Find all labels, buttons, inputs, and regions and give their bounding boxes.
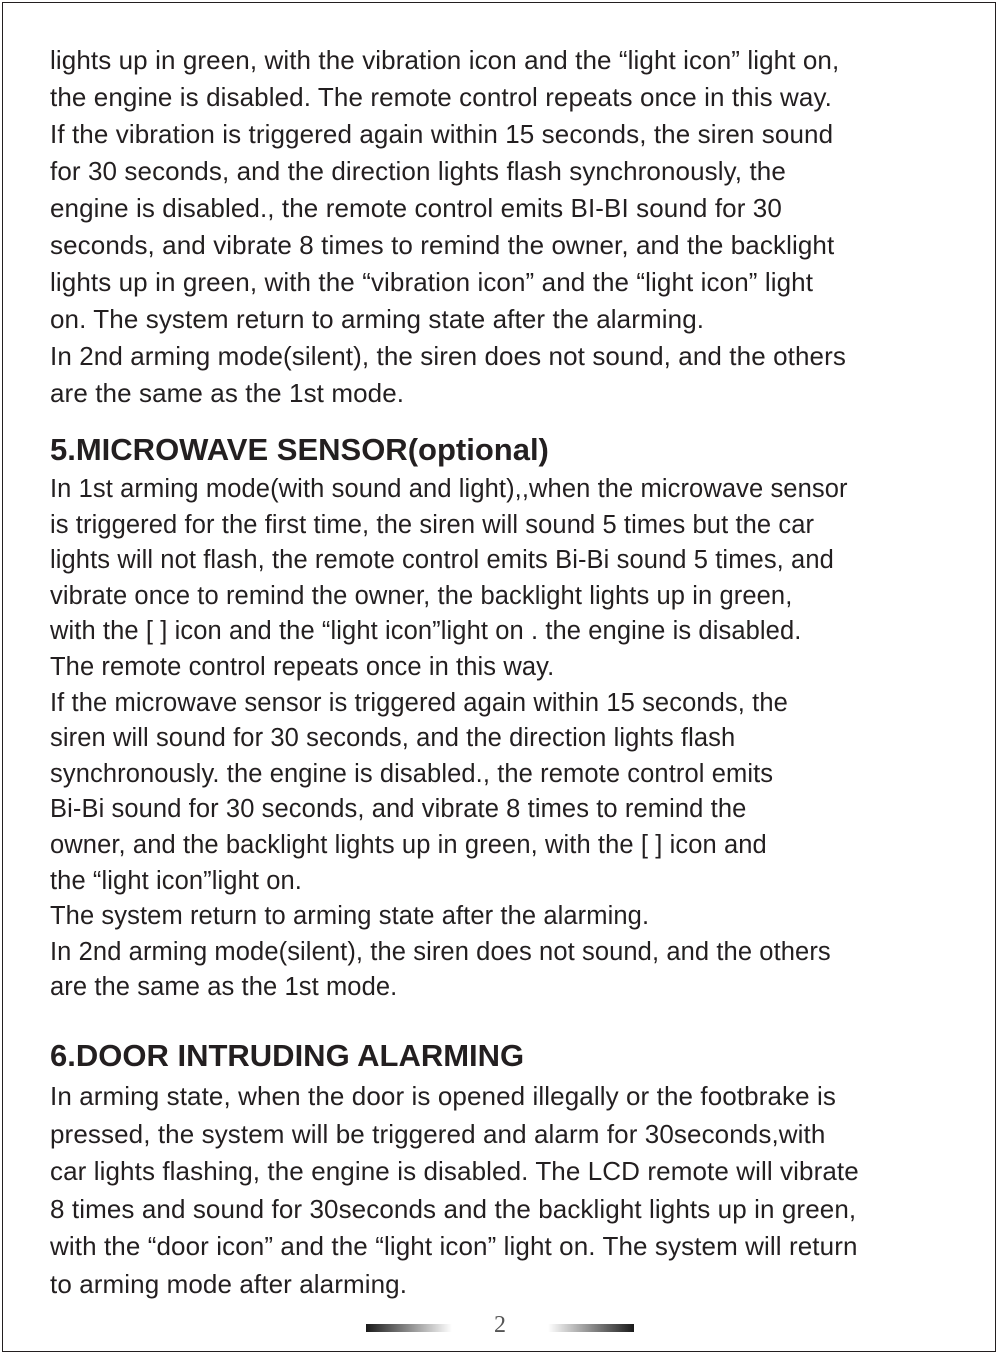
footer-left-bar (366, 1324, 452, 1332)
text-line: In arming state, when the door is opened illegally or the footbrake is (50, 1080, 837, 1111)
text-line: are the same as the 1st mode. (50, 378, 405, 408)
text-line: is triggered for the first time, the siren will sound 5 times but the car (50, 510, 815, 539)
text-line: the “light icon”light on. (50, 866, 302, 895)
text-line: In 1st arming mode(with sound and light),,when the microwave sensor (50, 475, 848, 503)
text-line: If the vibration is triggered again within 15 seconds, the siren sound (50, 119, 834, 149)
text-line: on. The system return to arming state after the alarming. (50, 304, 705, 334)
text-line: 8 times and sound for 30seconds and the backlight lights up in green, (50, 1193, 857, 1224)
section-6-heading: 6.DOOR INTRUDING ALARMING (50, 1037, 525, 1073)
section-6-paragraph (50, 1078, 952, 1304)
text-line: the engine is disabled. The remote control repeats once in this way. (50, 82, 832, 112)
text-line: seconds, and vibrate 8 times to remind the owner, and the backlight (50, 230, 835, 260)
text-line: for 30 seconds, and the direction lights flash synchronously, the (50, 156, 786, 186)
text-line: pressed, the system will be triggered and alarm for 30seconds,with (50, 1118, 826, 1149)
text-line: engine is disabled., the remote control emits BI-BI sound for 30 (50, 193, 782, 223)
text-line: Bi-Bi sound for 30 seconds, and vibrate 8 times to remind the (50, 795, 747, 824)
text-line: are the same as the 1st mode. (50, 973, 398, 1002)
text-line: siren will sound for 30 seconds, and the direction lights flash (50, 724, 736, 753)
page-footer (0, 1310, 1000, 1344)
text-line: owner, and the backlight lights up in green, with the [ ] icon and (50, 830, 767, 859)
text-line: with the [ ] icon and the “light icon”light on . the engine is disabled. (50, 617, 802, 646)
intro-paragraph (50, 42, 952, 412)
text-line: lights up in green, with the “vibration icon” and the “light icon” light (50, 267, 814, 297)
section-5-paragraph (50, 472, 952, 1006)
text-line: vibrate once to remind the owner, the backlight lights up in green, (50, 581, 793, 610)
text-line: car lights flashing, the engine is disabled. The LCD remote will vibrate (50, 1156, 859, 1187)
text-line: In 2nd arming mode(silent), the siren does not sound, and the others (50, 341, 846, 371)
text-line: lights up in green, with the vibration icon and the “light icon” light on, (50, 45, 840, 75)
text-line: In 2nd arming mode(silent), the siren does not sound, and the others (50, 937, 831, 966)
document-body (50, 42, 952, 1303)
text-line: lights will not flash, the remote control emits Bi-Bi sound 5 times, and (50, 546, 834, 575)
text-line: The system return to arming state after the alarming. (50, 902, 650, 931)
page-number: 2 (494, 1312, 506, 1338)
text-line: with the “door icon” and the “light icon” light on. The system will return (50, 1231, 858, 1262)
text-line: synchronously. the engine is disabled., the remote control emits (50, 759, 774, 788)
text-line: to arming mode after alarming. (50, 1268, 408, 1299)
footer-right-bar (548, 1324, 634, 1332)
text-line: The remote control repeats once in this way. (50, 652, 555, 681)
text-line: If the microwave sensor is triggered again within 15 seconds, the (50, 688, 788, 717)
section-5-heading: 5.MICROWAVE SENSOR(optional) (50, 432, 549, 467)
